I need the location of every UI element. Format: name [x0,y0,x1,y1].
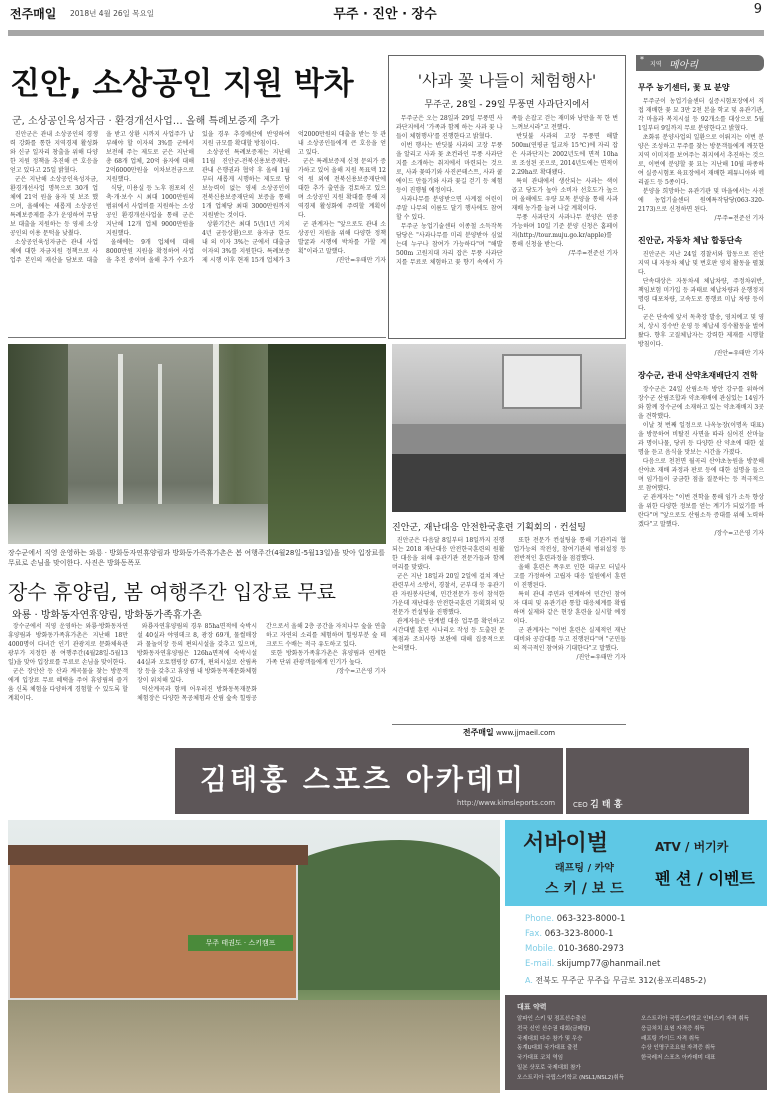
column-item-headline: 진안군, 자동차 체납 합동단속 [638,236,743,245]
paragraph: 진안군은 지난 24일 경찰서와 합동으로 진안지역 내 자동차 체납 및 번호판 영치 활동을 펼쳤다. [638,251,764,276]
paragraph: 군은 단속에 앞서 독촉장 발송, 영치예고 및 영치, 상시 징수반 운영 등 체납세 징수활동을 벌여왔다. 향후 고질체납자는 강력한 제재를 시행할 방침이다. [638,314,764,348]
column-item-body [638,97,764,223]
disaster-body [392,536,626,721]
ad-career-panel [505,995,767,1090]
ad-ceo: CEO 김 태 홍 [573,800,623,810]
column-item [638,370,764,538]
bullet-icon: * [640,55,644,64]
paragraph: 진안군은 다음달 8일부터 18일까지 진행되는 2018 재난대응 안전한국훈련의 원활한 대응을 위해 유관기관 전문가들과 함께 머리를 맞댔다. [392,537,505,571]
career-title: 대표 약력 [517,1003,547,1011]
contact-phone: Phone. 063-323-8000-1 [525,914,626,924]
byline: /무주=전준선 기자 [714,215,764,222]
page-number: 9 [753,2,762,17]
paragraph: 진안군은 관내 소상공인의 경쟁력 강화를 통한 지역경제 활성화와 신규 일자리 창출을 위해 다양한 지원 정책을 추진해 큰 호응을 얻고 있다고 25일 밝혔다. [10,131,98,174]
career-list-left: 알파인 스키 및 점프선수출신 전국 신인 선수권 대회(금메달) 국제대회 다수 참가 및 우승 동계U대회 국가대표 출전 국가대표 코치 역임 일본 삿포로 국제대회 참가 오스트리아 국립스키학교 (NSL1/NSL2)취득 [517,1016,625,1081]
column-item-body [638,385,764,538]
forest-body [8,622,386,744]
paragraph: 군 관계자는 "앞으로도 관내 소상공인 지원을 위해 다양한 정책 발굴과 시행에 박차를 가할 계획"이라고 말했다. [298,221,386,255]
apple-headline: '사과 꽃 나들이 체험행사' [417,71,597,90]
column-item-headline: 장수군, 관내 산약초재배단지 견학 [638,371,758,380]
issue-date: 2018년 4월 26일 목요일 [70,9,155,18]
column-label: 메아리 [669,60,698,71]
lead-body [10,130,386,332]
ad-banner [175,748,749,814]
meeting-photo [392,344,626,512]
paragraph: 단속대상은 자동차세 체납차량, 주정차위반, 책임보험 미가입 등 과태료 체납차량과 운행정지명령 대포차량, 고속도로 통행료 미납 차량 등이다. [638,278,764,312]
divider [8,337,386,338]
paragraph: 소상공인 특례보증제는 지난해 11월 진안군-전북신용보증재단-관내 은행권과 협약 후 올해 1월부터 새롭게 시행하는 제도로 담보능력이 없는 영세 소상공인이 전북신용보증재단의 보증을 통해 1개 업체당 최대 3000만원까지 지원받는 것이다. [202,149,290,219]
byline: /진안=우태만 기자 [576,654,626,661]
paragraph: 관계자들은 단계별 대응 업무를 확인하고 시간대별 훈련 시나리오 작성 등 도출된 문제점과 조치사항 보완에 대해 집중적으로 논의했다. [392,618,505,652]
paragraph: 이날 첫 번째 일정으로 나옥농장(이명옥 대표)을 방문하여 비탈진 사면을 따라 심어진 산마늘과 명이나물, 당귀 등 다양한 산 약초에 대한 설명을 듣고 음식을 맛보는 시간을 가졌다. [638,422,764,456]
paragraph: 장수군에서 직영 운영하는 와룡·방화동자연휴양림과 방화동가족휴가촌은 지난해 18만4000명이 다녀간 인기 관광지로 문화체육관광부가 지정한 봄 여행주간(4월28일-5월13일)을 맞아 입장료를 무료로 손님을 맞이한다. [8,623,128,666]
ad-activity: ATV / 버기카 [655,840,729,854]
paragraph: 상환기간은 최대 5년(1년 거치 4년 균등상환)으로 융자금 한도 내 의 이자 3%는 군에서 대출금 이자의 3%를 지원한다. 특례보증제 시행 이후 현재 15개 업체가 3억2000만원의 대출을 받는 등 관내 소상공인들에게 큰 호응을 얻고 있다. [202,131,386,264]
ad-contacts [505,906,767,994]
column-label-small: 지역 [650,61,662,68]
ad-services-panel [505,820,767,906]
waterfall-photo [8,344,386,544]
paragraph: 장수군은 24일 산림소득 방안 강구를 위하여 장수군 산림조합과 약초재배에 관심있는 14임가와 함께 장수군에 소재하고 있는 약초재배지 3곳을 견학했다. [638,386,764,420]
footer-url[interactable]: www.jjmaeil.com [496,729,556,737]
paragraph: 다음으로 천천면 월곡리 산야초농원을 방문해 산야초 재배 과정과 판로 등에 대한 설명을 들으며 임가들이 궁금한 점을 질문하는 등 적극적으로 참여했다. [638,458,764,492]
paragraph: 특히 관내에서 생산되는 사과는 색이 곱고 당도가 높아 소비자 선호도가 높으며 올해에도 우량 묘목 분양을 통해 사과 재배 농가를 늘려 나갈 계획이다. [511,178,618,212]
building-sign: 무주 태권도 · 스키캠프 [188,935,293,951]
ad-url[interactable]: http://www.kimsleports.com [457,799,556,807]
forest-headline: 장수 휴양림, 봄 여행주간 입장료 무료 [8,580,336,604]
byline: /진안=우태만 기자 [336,257,386,264]
byline: /장수=고은영 기자 [336,668,386,675]
column-item [638,235,764,358]
career-list-right: 오스트리아 국립스키학교 인터스키 자격 취득 응급처치 요원 자격증 취득 래프팅 가이드 자격 취득 수상 인명구조요원 자격증 취득 한국레저 스포츠 아카데미 대표 [641,1016,749,1062]
paragraph: 군 관계자는 "이번 견학을 통해 임가 소득 향상을 위한 다양한 정보를 얻는 계기가 되었기를 바란다"며 "앞으로도 산림소득 증대를 위해 노력하겠다"고 말했다. [638,494,764,528]
paragraph: 올해 훈련은 폭우로 인한 대규모 터널사고를 가정하여 고립자 대응 일원에서 훈련이 진행된다. [513,564,626,589]
paragraph: 초화류 분양사업의 일환으로 이뤄지는 이번 분양은 조성하고 무주를 찾는 방문객들에게 깨끗한 지역 이미지를 보여주는 취지에서 추진하는 것으로, 이번에 분양할 꽃 묘는 지난해 10월 파종하여 실증시험포 육묘장에서 재배한 페튜니아와 메리골드 등 5종이다. [638,134,764,186]
contact-mobile: Mobile. 010-3680-2973 [525,944,624,954]
ad-title: 김태홍 스포츠 아카데미 [200,763,526,796]
paragraph: 사과나무를 분양받으면 사계절 어린이 주말 나무의 이름도 달기 행사에도 참여할 수 있다. [396,196,503,221]
paragraph: 반딧불 사과의 고장 무풍면 해발 500m(연평균 일교차 15℃)에 자리 잡은 사과단지는 2002년도에 면적 10ha로 조성된 곳으로, 2014년도에는 면적이 2.29ha로 확대됐다. [511,133,618,176]
paragraph: 식당, 미용실 등 노후 점포의 신축·개·보수 시 최대 1000만원의 범위에서 사업비를 지원하는 소상공인 환경개선사업을 통해 군은 지난해 12개 업체 9000만원을 지원했다. [106,185,194,237]
lead-headline: 진안, 소상공인 지원 박차 [10,66,354,102]
photo-caption: 장수군에서 직영 운영하는 와룡 · 방화동자연휴양림과 방화동가족휴가촌은 봄 여행주간(4월28일-5월13일)을 맞아 입장료를 무료로 손님을 맞이한다. 사진은 방화동폭포 [8,549,385,567]
paragraph: 이번 행사는 반딧불 사과의 고장 무풍을 알리고 사과 꽃 초컨라인 무풍 사과단지를 소개하는 취지에서 마련되는 것으로, 사과 꽃따기와 사진콘테스트, 사과 쿨에이드 만들기와 사과 꽃길 걷기 등 체험 등이 진행될 예정이다. [396,142,503,194]
disaster-headline: 진안군, 재난대응 안전한국훈련 기획회의 · 컨설팅 [392,523,586,533]
paper-footer [392,724,626,738]
paragraph: 무주군이 농업기술센터 실증시험포장에서 직접 재배한 꽃 묘 3만 2천 본을 학교 및 유관기관, 각 마을과 복지시설 등 92개소를 대상으로 5월 1일부터 9일까지 무료 분양한다고 밝혔다. [638,98,764,132]
paragraph: 군은 지난해 소상공인육성자금, 환경개선사업 명목으로 30개 업체에 21억 원을 융자 및 보조 했으며, 올해에는 새롭게 소상공인 특례보증제를 추가 운영하여 무담보 대출을 지원하는 등 영세 소상공인의 이용 문턱을 낮췄다. [10,176,98,237]
ad-activity: 펜 션 / 이벤트 [655,869,755,888]
paragraph: 군은 장안산 등 산과 계곡물을 찾는 방문객에게 입장료 무료 혜택을 주어 휴양림의 즐거움 신록 체험을 다양하게 경험할 수 있도록 할 계획이다. [8,668,128,702]
paragraph: 덕산계곡과 함께 어우러진 방화동목재문화체험장은 다양한 목공체험과 산림 숲속 힐링공간으로서 올해 2층 공간을 자치나무 숲을 연출하고 자연의 소리를 체험하며 힐링부분 숲 테크로드 수배는 적극 유도하고 있다. [137,623,386,702]
column-header-bar [636,55,764,71]
ad-brand: 서바이벌 [523,831,609,856]
paragraph: 또한 방화동가족휴가촌은 휴양림과 연계한 가족 단위 관광객들에게 인기가 높다. [266,650,386,666]
contact-address: A. 전북도 무주군 무주읍 무금로 312(용포리485-2) [525,976,707,985]
lead-subhead: 군, 소상공인육성자금 · 환경개선사업… 올해 특례보증제 추가 [12,116,280,127]
paragraph: 무주군 농업기술센터 이종철 소득작목 담당은 "사과나무를 미리 분양받아 심었는데 누구나 참여가 가능하다"며 "해발 500m 고원지대 자리 잡은 무풍 사과단지를 무료로 체험하고 꽃 향기 속에서 가족들 손잡고 걷는 재미와 낭만을 꼭 한 번 느껴보시라"고 전했다. [396,115,618,266]
column-item [638,82,764,223]
paragraph: 군은 특례보증제 신청 문의가 증가하고 있어 올해 지원 목표액 12억 원 외에 전북신용보증재단에 대한 추가 출연을 검토하고 있으며 소상공인 지원 확대를 통해 지역경제 활성화에 주력할 계획이다. [298,158,386,219]
paragraph: 무풍 사과단지 사과나무 분양은 연중 가능하며 10일 기준 분양 신청은 홈페이지(http://tour.muju.go.kr/apple)를 통해 신청을 받는다. [511,214,618,248]
header-rule [8,30,764,36]
academy-photo [8,820,500,1093]
paragraph: 분양을 희망하는 유관기관 및 마을에서는 사전에 농업기술센터 원예특작담당(063-320-2173)으로 신청하면 된다. [638,188,764,213]
paragraph: 특히 관내 주민과 연계하여 민간인 참여자 대피 및 유관기관 통합 대응체계를 확립하며 실제와 같은 현장 훈련을 실시할 예정이다. [513,591,626,625]
paragraph: 군은 지난 18일과 20일 2일에 걸쳐 재난관련부서 소방서, 경찰서, 군부대 등 유관기관 자원봉사단체, 민간전문가 등이 참석한 가운데 재난대응 안전한국훈련 기획회의 및 전문가 컨설팅을 진행했다. [392,573,505,616]
paragraph: 올해에는 9개 업체에 대해 8000만원 지원을 확정하여 사업을 추진 중이며 올해 추가 수요가 있을 경우 추경예산에 반영하여 지원 규모를 확대할 방침이다. [106,131,290,264]
forest-subhead: 와룡 · 방화동자연휴양림, 방화동가족휴가촌 [12,610,202,621]
contact-fax: Fax. 063-323-8000-1 [525,929,614,939]
byline: /장수=고은영 기자 [714,530,764,537]
paragraph: 와룡자연휴양림의 경우 85ha면적에 숙박시설 40실과 야영데크 8, 광장 69개, 물썰매장과 물놀이장 등의 편의시설을 갖추고 있으며, 방화동자연휴양림은 126ha면적에 숙박시설 44실과 오토캠핑장 67개, 편의시설로 산림욕장 등을 갖추고 휴양림 내 방화동목재문화체험장이 위치해 있다. [137,623,257,684]
paper-logo: 전주매일 [10,7,57,21]
column-item-headline: 무주 농기센터, 꽃 묘 분양 [638,83,730,92]
section-title: 무주 · 진안 · 장수 [333,7,437,22]
paragraph: 소상공인육성자금은 관내 사업체에 대한 자금지원 정책으로 사업주 본인의 재산을 담보로 대출을 받고 상환 시까지 사업주가 납부해야 할 이자의 3%를 군에서 보전해 주는 제도로 군은 지난해 총 68개 업체, 20억 융자에 대해 2억6000만원을 이차보전금으로 지원했다. [10,131,194,264]
ad-activity: 래프팅 / 카약 [555,863,614,874]
paragraph: 무주군은 오는 28일과 29일 무풍면 사과단지에서 '가족과 함께 하는 사과 꽃 나들이 체험행사'를 진행한다고 밝혔다. [396,115,503,140]
apple-subhead: 무주군, 28일 - 29일 무풍면 사과단지에서 [424,100,590,110]
contact-email[interactable]: E-mail. skijump77@hanmail.net [525,959,661,969]
footer-paper-name: 전주매일 [462,728,494,737]
column-items [638,82,764,550]
ad-activity: 스 키 / 보 드 [545,881,624,897]
byline: /무주=전준선 기자 [568,250,618,257]
apple-body [396,114,618,336]
byline: /진안=우태만 기자 [714,350,764,357]
paragraph: 또한 전문가 컨설팅을 통해 기관끼리 협업가능의 작전성, 참여기관의 범위설정 등 전반적인 훈련과정을 점검했다. [513,537,626,562]
column-item-body [638,250,764,358]
paragraph: 군 관계자는 "이번 훈련은 실제적인 재난 대비와 공감대를 두고 진행된다"며 "군민들의 적극적인 참여와 기대한다"고 말했다. [513,627,626,652]
